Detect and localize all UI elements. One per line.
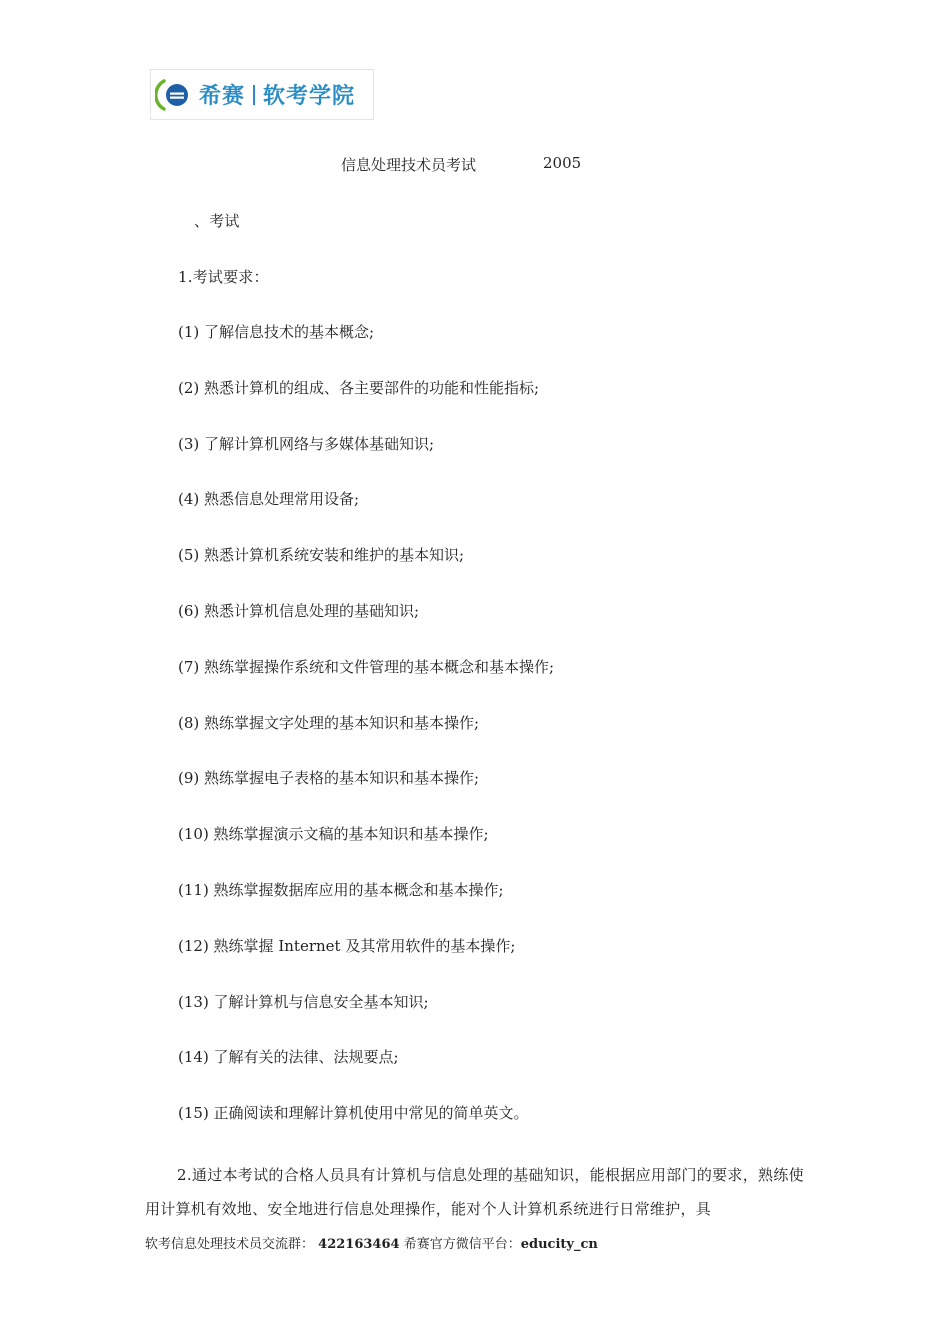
list-item: (4) 熟悉信息处理常用设备; [178, 490, 360, 509]
list-item: (15) 正确阅读和理解计算机使用中常见的简单英文。 [178, 1104, 529, 1123]
list-item: (9) 熟练掌握电子表格的基本知识和基本操作; [178, 769, 480, 788]
requirements-heading: 1.考试要求： [178, 268, 269, 286]
list-item: (5) 熟悉计算机系统安装和维护的基本知识; [178, 546, 465, 565]
list-item: (12) 熟练掌握 Internet 及其常用软件的基本操作; [178, 936, 516, 955]
footer-wechat-id: educity_cn [520, 1237, 598, 1252]
list-item: (14) 了解有关的法律、法规要点; [178, 1048, 399, 1067]
requirements-list [178, 322, 554, 1159]
list-item: (3) 了解计算机网络与多媒体基础知识; [178, 434, 435, 453]
page-footer [145, 1233, 598, 1252]
footer-group-number: 422163464 [318, 1237, 400, 1252]
body-paragraph: 2.通过本考试的合格人员具有计算机与信息处理的基础知识，能根据应用部门的要求，熟练使用计算机有效地、安全地进行信息处理操作，能对个人计算机系统进行日常维护，具 [145, 1166, 804, 1218]
section-heading: 、考试 [194, 212, 240, 230]
brand-logo [150, 69, 374, 120]
footer-wechat-label: 希赛官方微信平台： [403, 1237, 521, 1252]
list-item: (13) 了解计算机与信息安全基本知识; [178, 992, 429, 1011]
logo-divider [253, 85, 255, 105]
list-item: (2) 熟悉计算机的组成、各主要部件的功能和性能指标; [178, 378, 540, 397]
logo-brand-text: 希赛 [199, 84, 246, 109]
list-item: (8) 熟练掌握文字处理的基本知识和基本操作; [178, 713, 480, 732]
list-item: (6) 熟悉计算机信息处理的基础知识; [178, 601, 420, 620]
footer-group-label: 软考信息处理技术员交流群： [145, 1237, 315, 1252]
list-item: (10) 熟练掌握演示文稿的基本知识和基本操作; [178, 825, 489, 844]
list-item: (1) 了解信息技术的基本概念; [178, 323, 375, 341]
logo-subtitle-text: 软考学院 [263, 84, 356, 109]
list-item: (7) 熟练掌握操作系统和文件管理的基本概念和基本操作; [178, 657, 555, 676]
logo-mark-icon [155, 75, 195, 115]
document-title-year: 2005 [543, 154, 582, 172]
document-title-text: 信息处理技术员考试 [341, 156, 477, 174]
list-item: (11) 熟练掌握数据库应用的基本概念和基本操作; [178, 880, 504, 899]
